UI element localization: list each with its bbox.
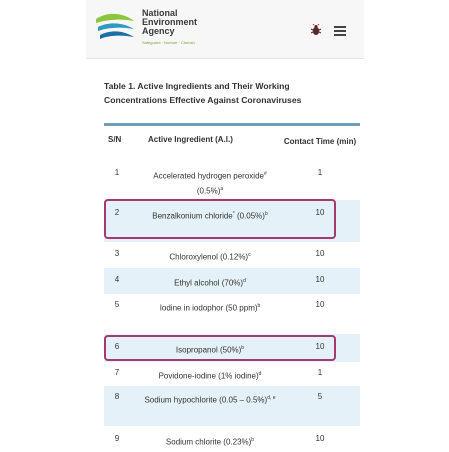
cell-contact-time: 1	[317, 168, 323, 177]
ingredient-text: Povidone-iodine (1% iodine)	[158, 371, 259, 381]
ingredient-text: Accelerated hydrogen peroxide	[153, 171, 264, 181]
cell-ingredient	[140, 434, 280, 449]
footnote-mark: b	[251, 437, 255, 443]
footnote-mark: *	[232, 211, 235, 217]
highlight-box-benzalkonium	[104, 199, 336, 239]
ingredient-text: Iodine in iodophor (50 ppm)	[159, 303, 258, 313]
cell-contact-time: 1	[317, 368, 323, 377]
table-title: Table 1. Active Ingredients and Their Working Concentrations Effective Against Coronaviruses	[104, 81, 302, 105]
cell-ingredient	[140, 168, 280, 197]
column-header-contact-time: Contact Time (min)	[283, 137, 357, 146]
brand-line: Environment	[142, 17, 198, 27]
hamburger-menu-icon[interactable]	[334, 26, 346, 36]
cell-sn: 2	[114, 208, 120, 217]
table-row	[104, 362, 360, 386]
ingredient-text: Sodium chlorite (0.23%)	[165, 437, 252, 447]
cell-sn: 1	[114, 168, 120, 177]
table-row	[104, 162, 360, 200]
footnote-mark: d	[258, 371, 262, 377]
cell-sn: 3	[114, 249, 120, 258]
footnote-mark: #	[263, 171, 267, 177]
footnote-mark: d	[243, 278, 246, 284]
cell-ingredient	[140, 249, 280, 264]
table-row	[104, 294, 360, 334]
cell-sn: 4	[114, 275, 120, 284]
nea-logo-icon[interactable]	[94, 7, 136, 49]
footnote-mark: b	[257, 303, 261, 309]
cell-contact-time: 10	[315, 342, 325, 351]
ingredient-detail: (0.05%)	[234, 211, 265, 221]
footnote-mark: a	[220, 185, 224, 192]
cell-ingredient	[140, 300, 280, 315]
table-row	[104, 426, 360, 452]
cell-ingredient	[140, 275, 280, 290]
column-header-sn: S/N	[108, 135, 122, 144]
cell-contact-time: 10	[315, 434, 325, 443]
cell-sn: 8	[114, 392, 120, 401]
table-row	[104, 242, 360, 268]
brand-line: National	[142, 8, 178, 18]
footnote-mark: b	[241, 345, 245, 351]
brand-name	[142, 9, 197, 36]
cell-ingredient	[140, 392, 280, 407]
cell-sn: 5	[114, 300, 120, 309]
ingredient-text: Benzalkonium chloride	[152, 211, 233, 221]
ingredient-detail: (0.5%)	[196, 186, 221, 196]
brand-tagline: Safeguard · Nurture · Cherish	[142, 40, 195, 45]
cell-contact-time: 10	[315, 249, 325, 258]
footnote-mark: d, e	[267, 395, 276, 401]
cell-contact-time: 10	[315, 208, 325, 217]
ingredient-text: Sodium hypochlorite (0.05 – 0.5%)	[144, 395, 268, 405]
cell-sn: 6	[114, 342, 120, 351]
highlight-box-isopropanol	[104, 335, 336, 361]
cell-contact-time: 10	[315, 275, 325, 284]
ingredient-text: Chloroxylenol (0.12%)	[169, 252, 249, 262]
webpage-frame	[86, 0, 364, 449]
ingredient-text: Isopropanol (50%)	[175, 345, 242, 355]
table-header-row	[104, 123, 360, 162]
ingredients-table	[104, 123, 360, 452]
column-header-ingredient: Active Ingredient (A.I.)	[148, 135, 233, 144]
site-header	[86, 0, 364, 59]
cell-sn: 9	[114, 434, 120, 443]
cell-contact-time: 5	[317, 392, 323, 401]
table-row	[104, 386, 360, 426]
cell-ingredient	[140, 368, 280, 383]
footnote-mark: b	[264, 211, 268, 217]
brand-line: Agency	[142, 26, 175, 36]
cell-sn: 7	[114, 368, 120, 377]
bug-icon[interactable]	[310, 24, 322, 36]
table-row	[104, 268, 360, 294]
footnote-mark: c	[248, 252, 251, 258]
cell-contact-time: 10	[315, 300, 325, 309]
ingredient-text: Ethyl alcohol (70%)	[174, 278, 244, 288]
